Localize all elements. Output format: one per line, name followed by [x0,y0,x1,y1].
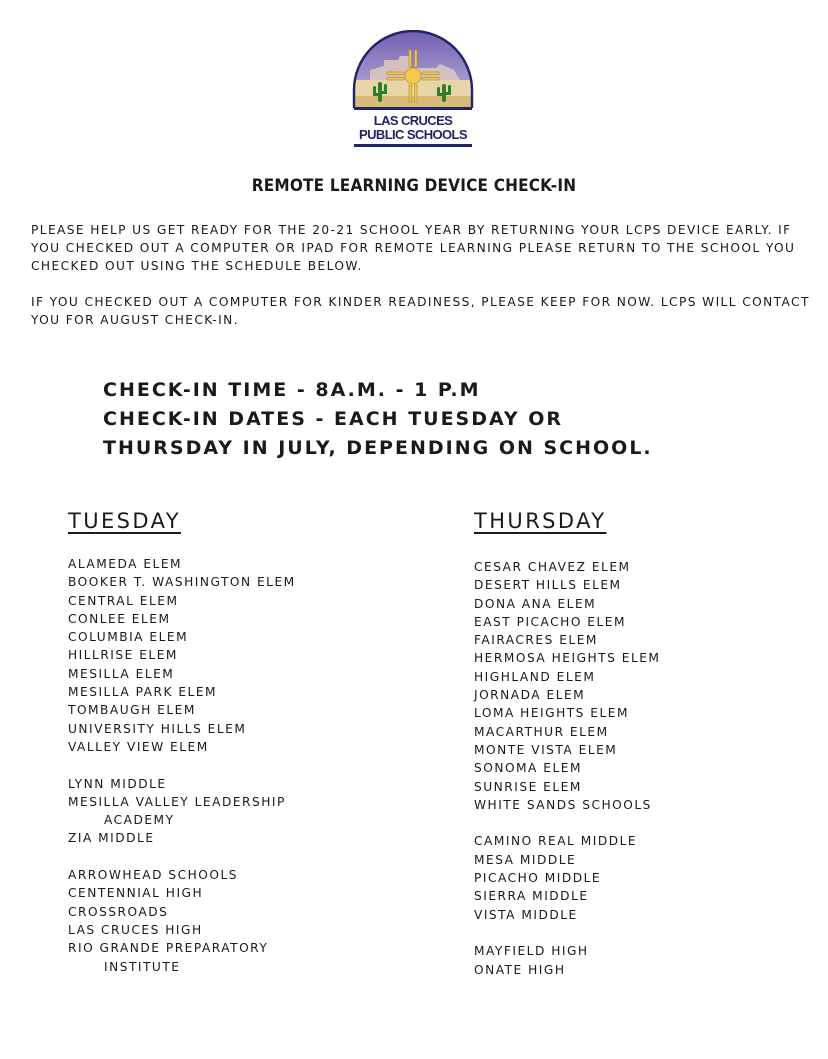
list-item: DESERT HILLS ELEM [474,578,622,593]
list-item: ZIA MIDDLE [68,831,155,846]
list-item: PICACHO MIDDLE [474,871,602,886]
intro-paragraph-1: PLEASE HELP US GET READY FOR THE 20-21 SCHOOL YEAR BY RETURNING YOUR LCPS DEVICE EARLY. IF YOU CHECKED OUT A COMPUTER OR IPAD FOR REMOTE LEARNING PLEASE RETURN TO THE SCHOOL YOU CHECKED OUT USING THE SCHEDULE BELOW. [31,223,796,273]
lcps-logo [350,30,476,154]
list-item-continuation: ACADEMY [104,813,175,828]
list-item: ONATE HIGH [474,962,566,977]
list-item: DONA ANA ELEM [474,596,597,611]
list-item: MESILLA PARK ELEM [68,685,218,700]
list-item: MESILLA ELEM [68,666,175,681]
list-item [68,958,296,976]
list-item: SIERRA MIDDLE [474,889,589,904]
list-item: CROSSROADS [68,904,169,919]
list-item: HIGHLAND ELEM [474,669,596,684]
list-item: FAIRACRES ELEM [474,633,598,648]
logo-text-line1: LAS CRUCES [373,113,453,128]
list-item: ALAMEDA ELEM [68,557,183,571]
list-item: MESILLA VALLEY LEADERSHIP [68,794,286,809]
list-item: MACARTHUR ELEM [474,724,609,739]
logo-text-line2: PUBLIC SCHOOLS [359,127,467,142]
list-item: EAST PICACHO ELEM [474,614,627,629]
intro-paragraph-2: IF YOU CHECKED OUT A COMPUTER FOR KINDER READINESS, PLEASE KEEP FOR NOW. LCPS WILL CONTACT YOU FOR AUGUST CHECK-IN. [31,295,810,327]
list-item: CONLEE ELEM [68,611,171,626]
list-item: MONTE VISTA ELEM [474,742,618,757]
thursday-heading: THURSDAY [474,509,607,533]
list-item: CENTRAL ELEM [68,593,179,608]
tuesday-heading: TUESDAY [68,509,181,533]
list-item: COLUMBIA ELEM [68,630,189,645]
list-item: LYNN MIDDLE [68,776,167,791]
check-in-time-line: CHECK-IN TIME - 8A.M. - 1 P.M [103,379,481,401]
list-item: LAS CRUCES HIGH [68,922,203,937]
thursday-column [474,509,660,979]
list-item: ARROWHEAD SCHOOLS [68,868,239,883]
list-item: RIO GRANDE PREPARATORY [68,941,269,956]
list-item: WHITE SANDS SCHOOLS [474,797,652,812]
list-item: LOMA HEIGHTS ELEM [474,706,630,721]
list-item [68,811,296,829]
list-item: MESA MIDDLE [474,852,577,867]
tuesday-column [68,509,296,976]
list-item: HILLRISE ELEM [68,648,178,663]
list-item: UNIVERSITY HILLS ELEM [68,721,247,736]
page-title: REMOTE LEARNING DEVICE CHECK-IN [251,176,577,196]
list-item: VISTA MIDDLE [474,907,578,922]
check-in-times [103,376,653,463]
list-item: JORNADA ELEM [474,688,586,703]
thursday-school-list [474,558,660,979]
tuesday-school-list [68,555,296,976]
list-item: CAMINO REAL MIDDLE [474,834,638,849]
list-item-continuation: INSTITUTE [104,959,181,974]
list-item: HERMOSA HEIGHTS ELEM [474,651,661,666]
list-item: VALLEY VIEW ELEM [68,739,209,754]
list-item: CESAR CHAVEZ ELEM [474,560,631,574]
list-item: SONOMA ELEM [474,761,582,776]
list-item: BOOKER T. WASHINGTON ELEM [68,575,296,590]
list-item: CENTENNIAL HIGH [68,886,204,901]
list-item: SUNRISE ELEM [474,779,582,794]
check-in-dates-line-2: THURSDAY IN JULY, DEPENDING ON SCHOOL. [103,437,653,459]
list-item: TOMBAUGH ELEM [68,703,196,718]
check-in-dates-line: CHECK-IN DATES - EACH TUESDAY OR [103,408,564,430]
list-item: MAYFIELD HIGH [474,944,589,959]
